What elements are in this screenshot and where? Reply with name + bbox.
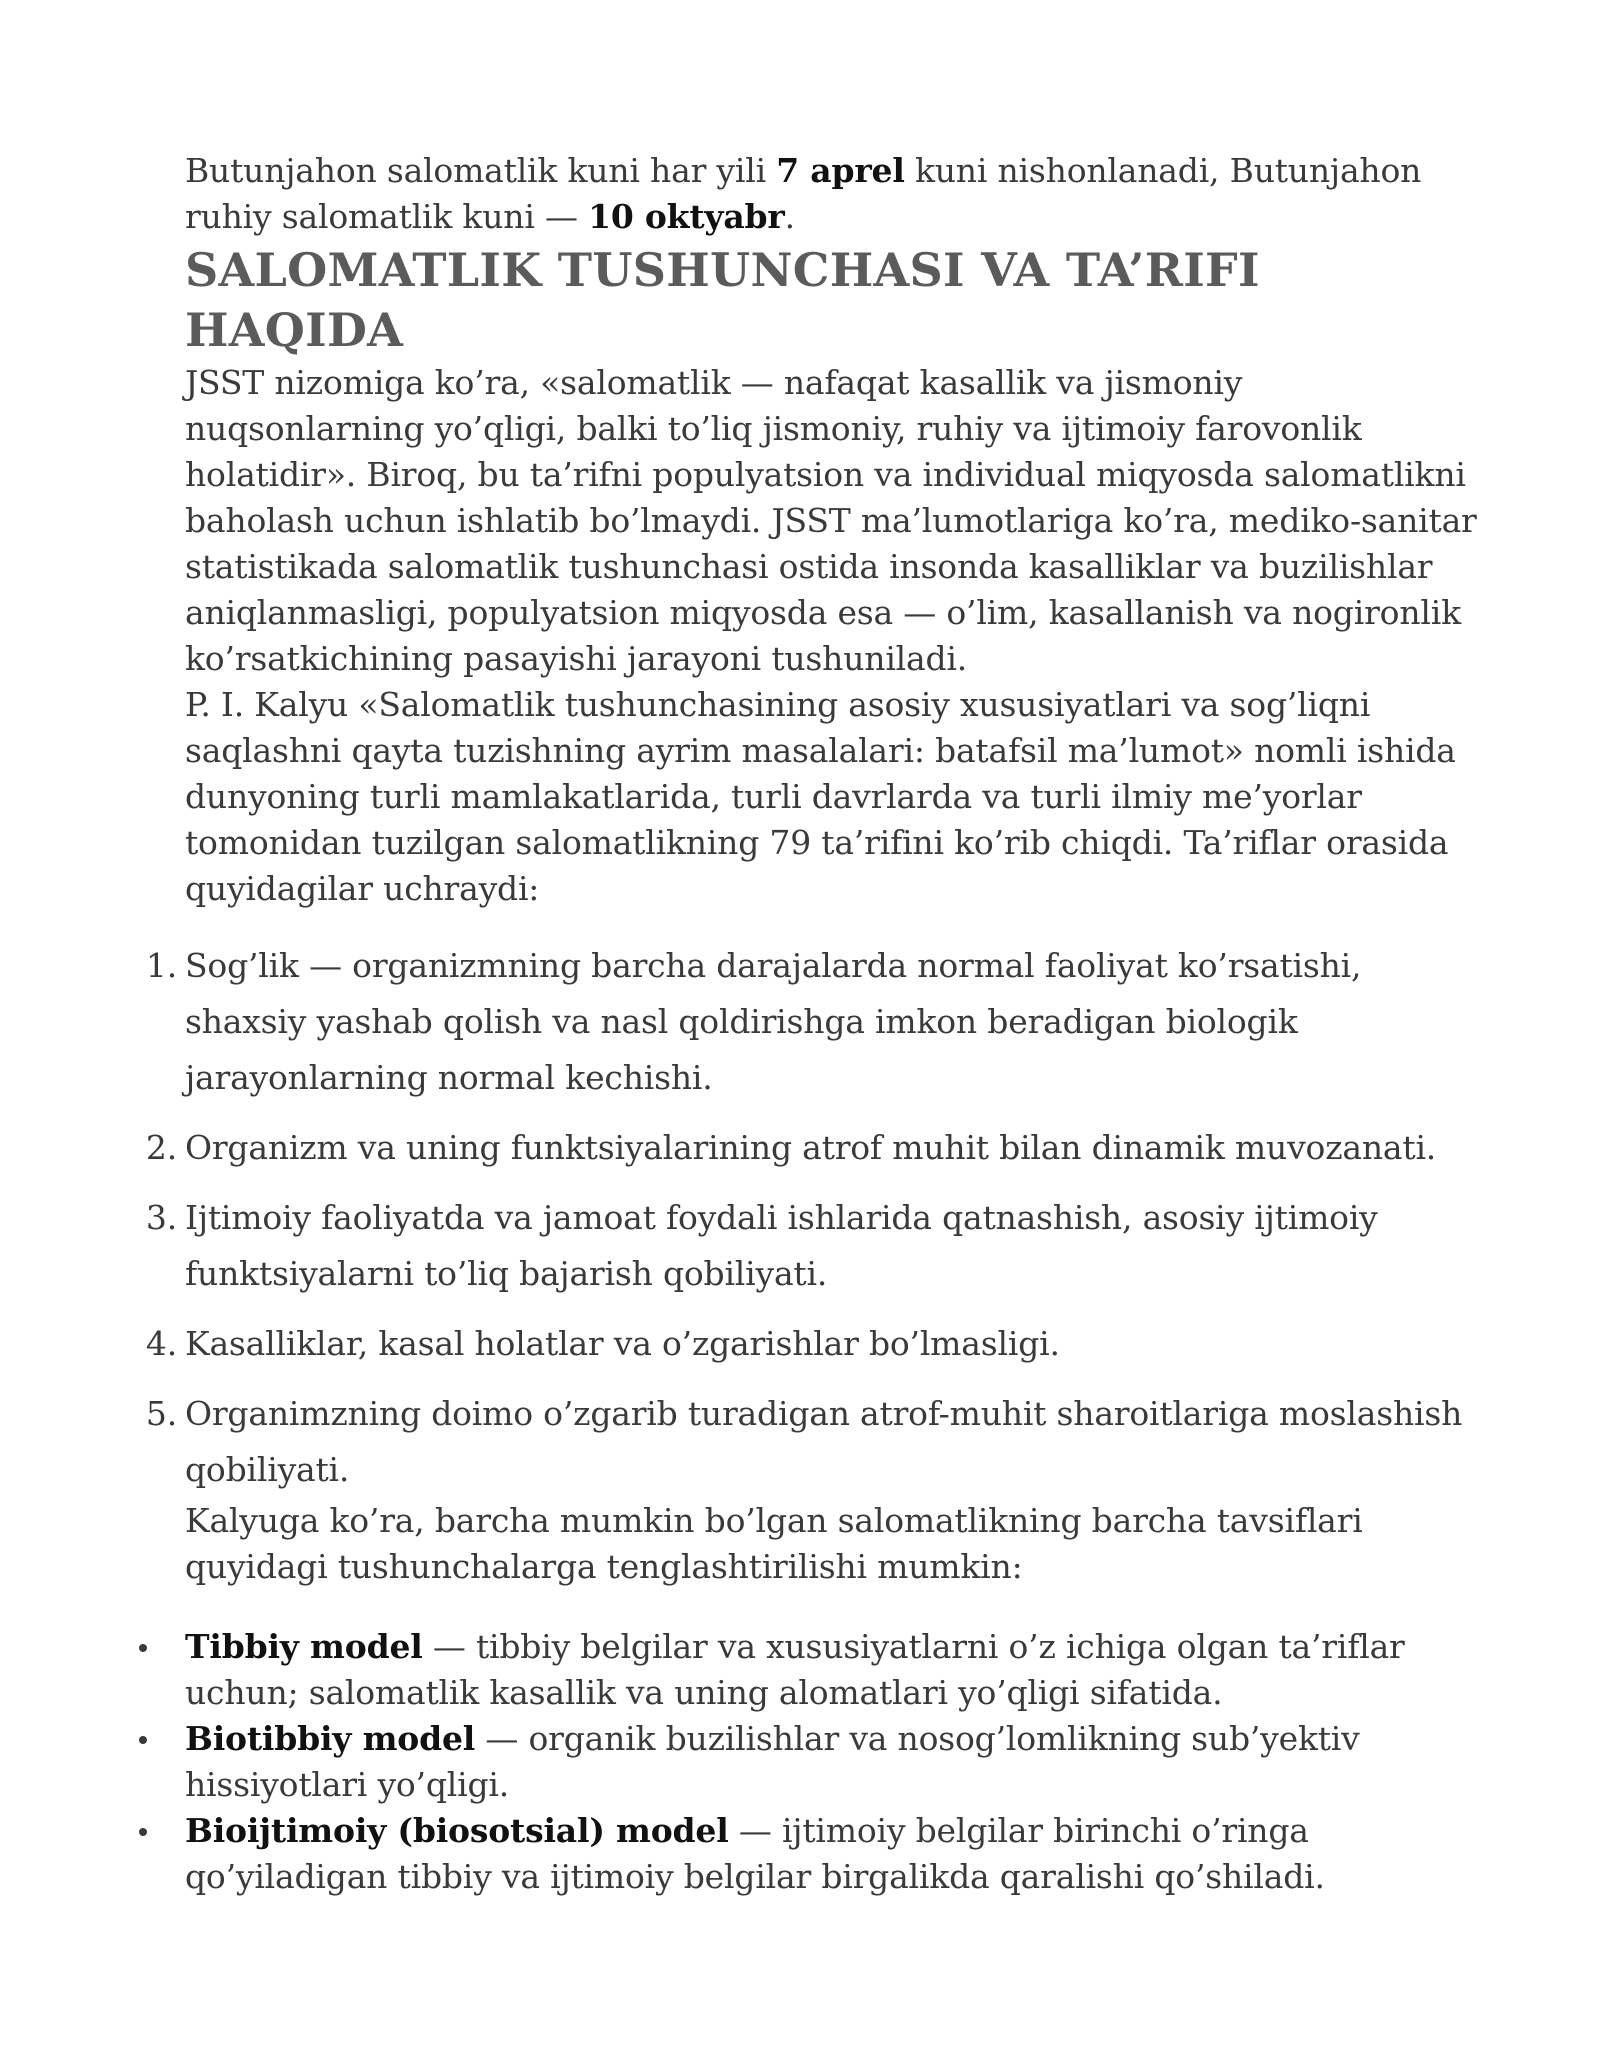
models-list [185, 1624, 1485, 1900]
intro-text-1: Butunjahon salomatlik kuni har yili [185, 151, 777, 190]
bullet-dot-icon [139, 1736, 147, 1744]
list-item-text: Sog’lik — organizmning barcha darajalarda normal faoliyat ko’rsatishi, shaxsiy yashab qolish va nasl qoldirishga imkon beradigan biologik jarayonlarning normal kechishi. [185, 946, 1362, 1097]
list-item-text: Kasalliklar, kasal holatlar va o’zgarishlar bo’lmasligi. [185, 1324, 1060, 1363]
paragraph-who-definition: JSST nizomiga ko’ra, «salomatlik — nafaqat kasallik va jismoniy nuqsonlarning yo’qligi, balki to’liq jismoniy, ruhiy va ijtimoiy farovonlik holatidir». Biroq, bu ta’rifni populyatsion va individual miqyosda salomatlikni baholash uchun ishlatib bo’lmaydi. JSST ma’lumotlariga ko’ra, mediko-sanitar statistikada salomatlik tushunchasi ostida insonda kasalliklar va buzilishlar aniqlanmasligi, populyatsion miqyosda esa — o’lim, kasallanish va nogironlik ko’rsatkichining pasayishi jarayoni tushuniladi. [185, 363, 1477, 678]
bullet-dot-icon [139, 1828, 147, 1836]
list-number: 3. [145, 1198, 177, 1237]
bullet-term: Tibbiy model [185, 1627, 423, 1666]
bullet-item [185, 1808, 1485, 1900]
list-item-text: Organizm va uning funktsiyalarining atrof muhit bilan dinamik muvozanati. [185, 1128, 1437, 1167]
list-item [145, 1190, 1485, 1302]
bullet-item [185, 1624, 1485, 1716]
definitions-list [145, 938, 1485, 1498]
list-number: 4. [145, 1324, 177, 1363]
list-item [145, 1386, 1485, 1498]
bullet-item [185, 1716, 1485, 1808]
intro-text-3: . [784, 197, 795, 236]
document-page [145, 148, 1485, 1900]
bullet-term: Bioijtimoiy (biosotsial) model [185, 1811, 729, 1850]
list-item [145, 938, 1485, 1106]
intro-paragraph [185, 148, 1485, 240]
list-item [145, 1120, 1485, 1176]
bullet-dot-icon [139, 1644, 147, 1652]
bullet-text: — organik buzilishlar va nosog’lomlikning sub’yektiv hissiyotlari yo’qligi. [185, 1719, 1360, 1804]
paragraph-models-intro: Kalyuga ko’ra, barcha mumkin bo’lgan salomatlikning barcha tavsiflari quyidagi tushunchalarga tenglashtirilishi mumkin: [185, 1501, 1363, 1586]
intro-date-october: 10 oktyabr [588, 197, 785, 236]
intro-text-2: kuni nishonlanadi, Butunjahon ruhiy salomatlik kuni — [185, 151, 1422, 236]
list-number: 2. [145, 1128, 177, 1167]
list-number: 1. [145, 946, 177, 985]
bullet-text: — ijtimoiy belgilar birinchi o’ringa qo’yiladigan tibbiy va ijtimoiy belgilar birgalikda qaralishi qo’shiladi. [185, 1811, 1325, 1896]
section-heading: SALOMATLIK TUSHUNCHASI VA TA’RIFI HAQIDA [185, 243, 1260, 357]
paragraph-kalyu: P. I. Kalyu «Salomatlik tushunchasining asosiy xususiyatlari va sog’liqni saqlashni qayta tuzishning ayrim masalalari: batafsil ma’lumot» nomli ishida dunyoning turli mamlakatlarida, turli davrlarda va turli ilmiy me’yorlar tomonidan tuzilgan salomatlikning 79 ta’rifini ko’rib chiqdi. Ta’riflar orasida quyidagilar uchraydi: [185, 685, 1456, 908]
list-item-text: Organimzning doimo o’zgarib turadigan atrof-muhit sharoitlariga moslashish qobiliyati. [185, 1394, 1463, 1489]
list-item [145, 1316, 1485, 1372]
bullet-term: Biotibbiy model [185, 1719, 476, 1758]
bullet-text: — tibbiy belgilar va xususiyatlarni o’z ichiga olgan ta’riflar uchun; salomatlik kasallik va uning alomatlari yo’qligi sifatida. [185, 1627, 1405, 1712]
list-item-text: Ijtimoiy faoliyatda va jamoat foydali ishlarida qatnashish, asosiy ijtimoiy funktsiyalarni to’liq bajarish qobiliyati. [185, 1198, 1378, 1293]
intro-date-april: 7 aprel [776, 151, 905, 190]
list-number: 5. [145, 1394, 177, 1433]
